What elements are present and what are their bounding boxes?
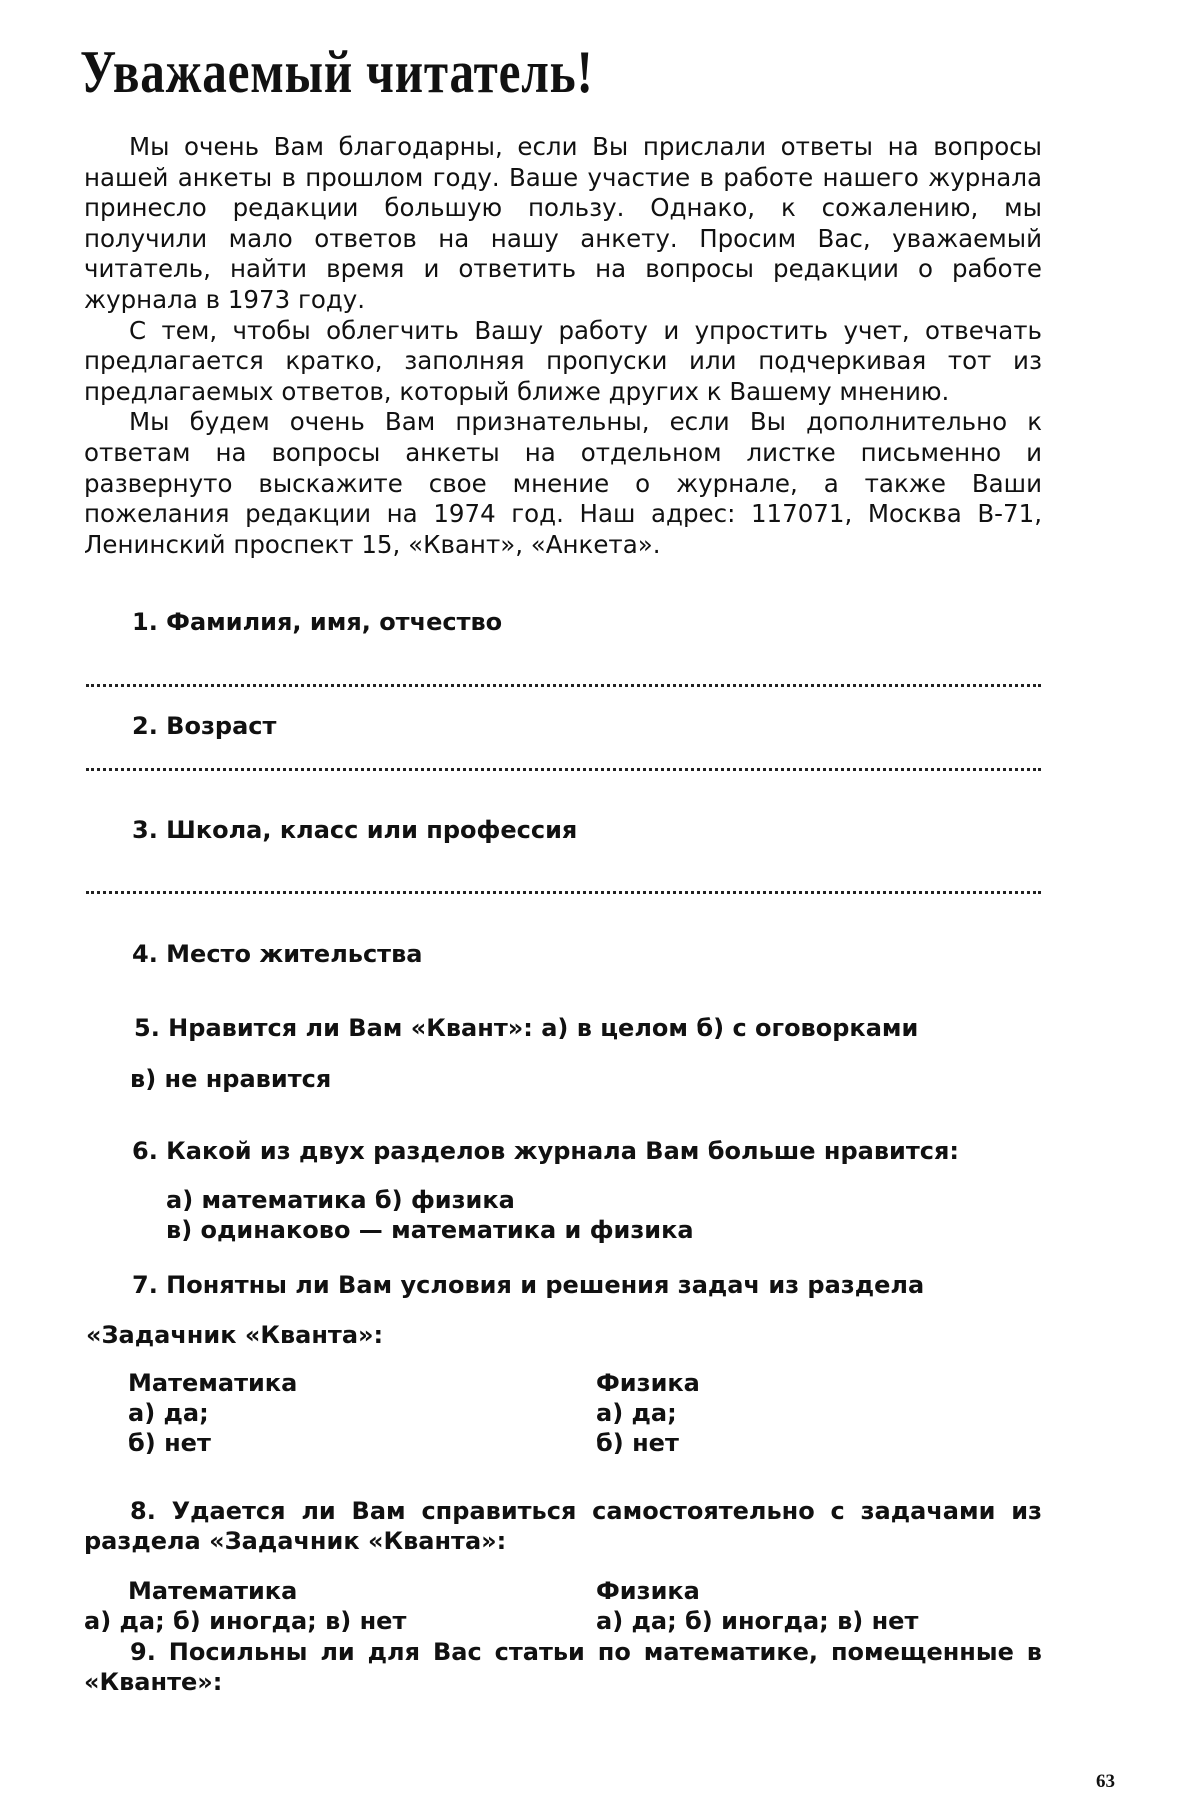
answer-line-3[interactable] [86,891,1041,894]
question-7-section: «Задачник «Кванта»: [86,1321,384,1349]
question-7-math [128,1368,297,1458]
intro-paragraph: Мы будем очень Вам признательны, если Вы дополнительно к ответам на вопросы анкеты на отдельном листке письменно и развернуто выскажите свое мнение о журнале, а также Ваши пожелания редакции на 1974 год. Наш адрес: 117071, Москва В-71, Ленинский проспект 15, «Квант», «Анкета». [84,407,1042,559]
question-9 [84,1637,1042,1697]
page-title: Уважаемый читатель! [80,39,594,105]
question-9-text: 9. Посильны ли для Вас статьи по математике, помещенные в «Кванте»: [84,1638,1042,1696]
answer-line-1[interactable] [86,684,1041,687]
option-yes: а) да; [128,1399,209,1427]
intro-paragraph: Мы очень Вам благодарны, если Вы прислали ответы на вопросы нашей анкеты в прошлом году. Ваше участие в работе нашего журнала принесло редакции большую пользу. Однако, к сожалению, мы получили мало ответов на нашу анкету. Просим Вас, уважаемый читатель, найти время и ответить на вопросы редакции о работе журнала в 1973 году. [84,132,1042,314]
option-no: б) нет [596,1429,679,1457]
question-5-option-c: в) не нравится [130,1065,332,1093]
physics-heading: Физика [596,1577,700,1605]
physics-heading: Физика [596,1369,700,1397]
intro-paragraph: С тем, чтобы облегчить Вашу работу и упростить учет, отвечать предлагается кратко, заполняя пропуски или подчеркивая тот из предлагаемых ответов, который ближе других к Вашему мнению. [84,315,1042,406]
question-6-option-line: в) одинаково — математика и физика [166,1216,694,1244]
question-2: 2. Возраст [132,712,277,740]
question-7: 7. Понятны ли Вам условия и решения задач из раздела [132,1271,925,1299]
question-8-math-options [84,1606,406,1636]
question-8-math-heading [128,1576,297,1606]
question-7-physics [596,1368,700,1458]
math-options: а) да; б) иногда; в) нет [84,1607,407,1635]
question-6: 6. Какой из двух разделов журнала Вам больше нравится: [132,1137,959,1165]
question-4: 4. Место жительства [132,940,423,968]
question-6-options [166,1185,694,1245]
intro-text [84,132,1042,560]
answer-line-2[interactable] [86,768,1041,771]
question-6-option-line: а) математика б) физика [166,1186,515,1214]
math-heading: Математика [128,1577,298,1605]
math-heading: Математика [128,1369,298,1397]
question-1: 1. Фамилия, имя, отчество [132,608,503,636]
question-3: 3. Школа, класс или профессия [132,816,578,844]
physics-options: а) да; б) иногда; в) нет [596,1607,919,1635]
question-8 [84,1496,1042,1556]
option-no: б) нет [128,1429,211,1457]
question-8-text: 8. Удается ли Вам справиться самостоятельно с задачами из раздела «Задачник «Кванта»: [84,1497,1042,1555]
option-yes: а) да; [596,1399,677,1427]
question-5: 5. Нравится ли Вам «Квант»: а) в целом б) с оговорками [134,1014,919,1042]
question-8-physics [596,1576,918,1636]
page-number: 63 [1096,1771,1115,1792]
